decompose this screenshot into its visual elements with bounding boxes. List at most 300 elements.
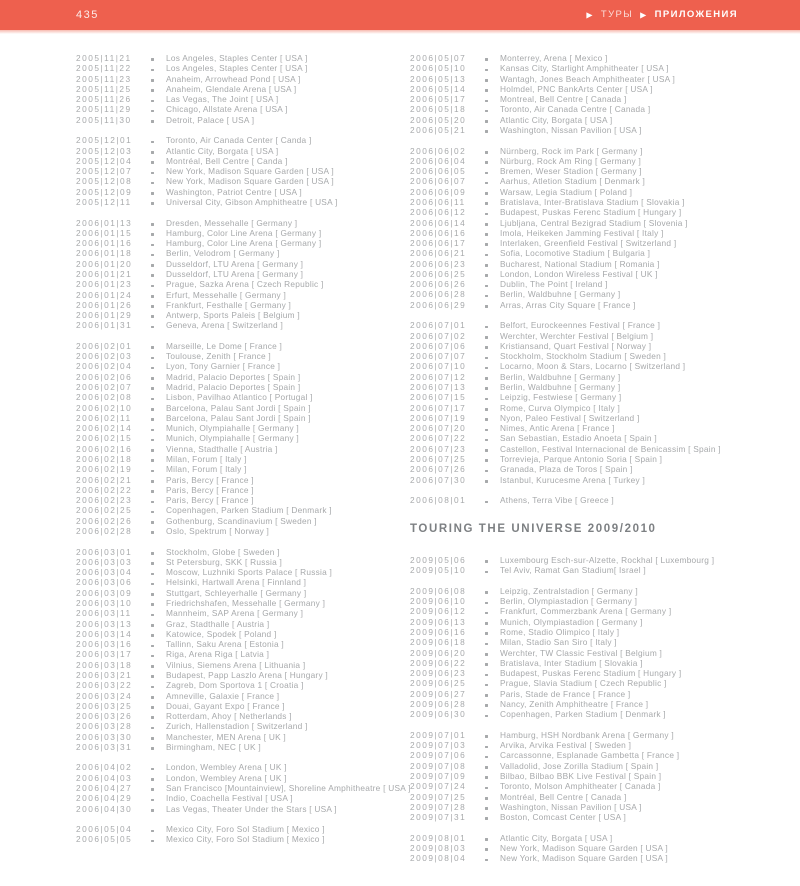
tour-date: 2006|03|17 [76,649,133,660]
bullet-icon [482,776,491,779]
bullet-icon [482,110,491,113]
bullet-icon [148,110,157,113]
tour-venue: Torrevieja, Parque Antonio Soria [ Spain ] [500,454,663,464]
tour-entry [76,742,391,752]
tour-entry [76,413,391,423]
column-right [410,53,770,864]
tour-entry [410,238,770,248]
tour-entry [76,680,391,690]
tour-date: 2006|05|04 [76,824,133,835]
block-gap [76,125,391,135]
tour-entry [410,750,770,760]
bullet-icon [148,552,157,555]
tour-entry [76,259,391,269]
tour-date: 2006|03|03 [76,556,133,567]
tour-entry [410,259,770,269]
tour-date: 2006|07|25 [410,454,467,464]
tour-date: 2006|03|06 [76,577,133,588]
bullet-icon [148,696,157,699]
tour-date: 2006|07|19 [410,412,467,423]
bullet-icon [148,634,157,637]
tour-venue: Frankfurt, Festhalle [ Germany ] [166,299,292,310]
tour-entry [76,74,391,84]
tour-date: 2006|07|23 [410,443,467,454]
tour-date: 2006|02|16 [76,443,133,454]
tour-date: 2009|05|10 [410,565,467,576]
tour-venue: Dresden, Messehalle [ Germany ] [166,217,298,228]
tour-date: 2006|02|07 [76,382,133,393]
block-gap [410,822,770,832]
bullet-icon [148,521,157,524]
bullet-icon [482,735,491,738]
tour-venue: Carcassonne, Esplanade Gambetta [ France ] [500,750,680,761]
bullet-icon [482,233,491,236]
tour-date: 2005|11|21 [76,53,132,63]
bullet-icon [482,285,491,288]
tour-date: 2005|12|07 [76,166,133,177]
tour-venue: Toronto, Molson Amphitheater [ Canada ] [500,781,661,792]
tour-entry [76,84,391,94]
bullet-icon [482,202,491,205]
block-gap [76,207,391,217]
tour-entry [410,771,770,781]
bullet-icon [148,387,157,390]
tour-venue: Geneva, Arena [ Switzerland ] [166,320,284,331]
tour-date: 2006|05|10 [410,63,467,74]
tour-venue: Friedrichshafen, Messehalle [ Germany ] [166,597,326,608]
tour-entry [410,730,770,740]
tour-date: 2006|02|23 [76,495,133,506]
tour-date: 2006|07|20 [410,423,467,434]
tour-venue: Lisbon, Pavilhao Atlantico [ Portugal ] [166,392,313,403]
bullet-icon [148,778,157,781]
bullet-icon [482,838,491,841]
tour-venue: Nancy, Zenith Amphitheatre [ France ] [500,698,649,709]
tour-date: 2006|02|04 [76,361,133,372]
tour-venue: Hamburg, HSH Nordbank Arena [ Germany ] [500,729,674,740]
tour-venue: Belfort, Eurockeennes Festival [ France ] [500,320,661,331]
bullet-icon [148,727,157,730]
tour-entry [410,709,770,719]
tour-date: 2009|08|04 [410,853,467,864]
bullet-icon [148,840,157,843]
tour-entry [76,649,391,659]
tour-entry [76,218,391,228]
tour-entry [76,423,391,433]
tour-date: 2009|06|12 [410,606,467,617]
tour-entry [76,464,391,474]
tour-venue: Moscow, Luzhniki Sports Palace [ Russia ] [166,567,333,578]
bullet-icon [148,665,157,668]
tour-date: 2006|06|16 [410,227,467,238]
tour-entry [410,115,770,125]
tour-date: 2006|07|06 [410,340,467,351]
tour-date: 2006|01|24 [76,289,133,300]
tour-venue: New York, Madison Square Garden [ USA ] [500,853,668,864]
tour-venue: Anaheim, Glendale Arena [ USA ] [166,83,297,94]
bullet-icon [148,470,157,473]
tour-entry [76,660,391,670]
bullet-icon [148,315,157,318]
tour-entry [410,300,770,310]
tour-venue: Interlaken, Greenfield Festival [ Switzerland ] [500,238,677,249]
tour-entry [410,596,770,606]
tour-entry [410,555,770,565]
tour-date: 2005|11|30 [76,114,132,125]
bullet-icon [148,357,157,360]
bullet-icon [148,408,157,411]
tour-date: 2006|03|21 [76,669,133,680]
bullet-icon [482,326,491,329]
top-bar [0,0,800,30]
tour-entry [76,567,391,577]
bullet-icon [482,254,491,257]
tour-date: 2006|03|18 [76,659,133,670]
tour-entry [410,207,770,217]
tour-date: 2006|01|18 [76,248,133,259]
tour-entry [410,248,770,258]
tour-entry [76,372,391,382]
bullet-icon [482,602,491,605]
tour-entry [410,627,770,637]
tour-venue: Bucharest, National Stadium [ Romania ] [500,258,660,269]
tour-entry [76,824,391,834]
tour-entry [76,608,391,618]
tour-venue: New York, Madison Square Garden [ USA ] [166,166,334,177]
bullet-icon [482,223,491,226]
tour-date: 2006|01|15 [76,227,133,238]
tour-venue: Zurich, Hallenstadion [ Switzerland ] [166,721,308,732]
column-left [76,53,411,845]
tour-venue: Mexico City, Foro Sol Stadium [ Mexico ] [166,824,325,835]
tour-entry [76,619,391,629]
tour-venue: Washington, Nissan Pavilion [ USA ] [500,801,642,812]
tour-date: 2006|05|13 [410,73,467,84]
tour-venue: Wantagh, Jones Beach Amphitheater [ USA ] [500,73,676,84]
bullet-icon [148,418,157,421]
tour-date: 2006|07|12 [410,371,467,382]
tour-entry [410,351,770,361]
bullet-icon [148,624,157,627]
bullet-icon [482,120,491,123]
bullet-icon [148,768,157,771]
tour-date: 2006|07|10 [410,361,467,372]
tour-date: 2006|02|22 [76,484,133,495]
tour-venue: Gothenburg, Scandinavium [ Sweden ] [166,515,317,526]
bullet-icon [148,244,157,247]
tour-entry [410,197,770,207]
section-title: TOURING THE UNIVERSE 2009/2010 [410,522,657,535]
tour-venue: Berlin, Velodrom [ Germany ] [166,248,280,259]
bullet-icon [482,398,491,401]
tour-venue: Anaheim, Arrowhead Pond [ USA ] [166,73,301,84]
bullet-icon [148,429,157,432]
tour-venue: London, Wembley Arena [ UK ] [166,762,287,773]
tour-entry [76,187,391,197]
tour-venue: Munich, Olympiahalle [ Germany ] [166,423,299,434]
tour-venue: Prague, Sazka Arena [ Czech Republic ] [166,279,324,290]
tour-date: 2009|07|28 [410,801,467,812]
tour-venue: Bremen, Weser Stadion [ Germany ] [500,166,642,177]
tour-date: 2009|07|09 [410,770,467,781]
tour-entry [76,588,391,598]
tour-venue: Nimes, Antic Arena [ France ] [500,423,615,434]
tour-venue: Copenhagen, Parken Stadium [ Denmark ] [166,505,332,516]
tour-entry [76,156,391,166]
tour-entry [76,300,391,310]
tour-entry [76,793,391,803]
bullet-icon [482,357,491,360]
tour-venue: Amneville, Galaxie [ France ] [166,690,280,701]
tour-date: 2005|12|11 [76,196,132,207]
tour-venue: Leipzig, Zentralstadion [ Germany ] [500,585,638,596]
tour-venue: Warsaw, Legia Stadium [ Poland ] [500,186,633,197]
bullet-icon [482,756,491,759]
tour-date: 2006|03|10 [76,597,133,608]
tour-venue: Nürnberg, Rock im Park [ Germany ] [500,145,643,156]
bullet-icon [482,192,491,195]
tour-entry [410,812,770,822]
tour-entry [410,156,770,166]
tour-date: 2006|05|07 [410,53,467,63]
tour-venue: Los Angeles, Staples Center [ USA ] [166,53,308,63]
tour-date: 2006|03|22 [76,680,133,691]
tour-entry [76,475,391,485]
tour-venue: Granada, Plaza de Toros [ Spain ] [500,464,633,475]
tour-date: 2009|06|22 [410,657,467,668]
tour-venue: Vilnius, Siemens Arena [ Lithuania ] [166,659,306,670]
bullet-icon [482,859,491,862]
tour-entry [410,341,770,351]
tour-venue: Zagreb, Dom Sportova 1 [ Croatia ] [166,680,304,691]
bullet-icon [482,79,491,82]
bullet-icon [148,326,157,329]
tour-venue: Nyon, Paleo Festival [ Switzerland ] [500,412,640,423]
tour-venue: New York, Madison Square Garden [ USA ] [166,176,334,187]
bullet-icon [148,706,157,709]
tour-venue: Rome, Stadio Olimpico [ Italy ] [500,627,620,637]
tour-entry [410,475,770,485]
tour-date: 2006|06|04 [410,155,467,166]
tour-date: 2006|04|03 [76,772,133,783]
tour-date: 2006|04|30 [76,803,133,814]
tour-entry [76,146,391,156]
bullet-icon [482,470,491,473]
tour-venue: Bilbao, Bilbao BBK Live Festival [ Spain ] [500,770,662,781]
tour-entry [410,853,770,863]
tour-entry [410,792,770,802]
tour-entry [76,433,391,443]
tour-date: 2009|07|24 [410,781,467,792]
bullet-icon [482,130,491,133]
tour-entry [410,279,770,289]
tour-venue: Castellon, Festival Internacional de Benicassim [ Spain ] [500,443,721,454]
tour-date: 2009|06|30 [410,709,467,720]
tour-date: 2006|03|16 [76,639,133,650]
tour-venue: Milan, Forum [ Italy ] [166,454,247,465]
tour-date: 2006|08|01 [410,495,467,506]
tour-venue: London, London Wireless Festival [ UK ] [500,268,658,279]
bullet-icon [148,686,157,689]
tour-date: 2009|08|01 [410,832,467,843]
tour-date: 2006|06|23 [410,258,467,269]
tour-date: 2006|06|02 [410,145,467,156]
tour-entry [76,238,391,248]
tour-entry [76,444,391,454]
tour-entry [410,176,770,186]
bullet-icon [482,694,491,697]
tour-date: 2006|05|20 [410,114,467,125]
tour-date: 2006|06|05 [410,166,467,177]
tour-venue: Munich, Olympiahalle [ Germany ] [166,433,299,444]
tour-entry [410,606,770,616]
tour-venue: Marseille, Le Dome [ France ] [166,340,283,351]
bullet-icon [148,716,157,719]
tour-entry [410,63,770,73]
bullet-icon [148,305,157,308]
tour-date: 2009|06|13 [410,616,467,627]
tour-date: 2006|04|02 [76,762,133,773]
bullet-icon [482,346,491,349]
tour-venue: Frankfurt, Commerzbank Arena [ Germany ] [500,606,672,617]
tour-entry [410,53,770,63]
block-gap [410,135,770,145]
tour-date: 2005|11|29 [76,104,132,115]
bullet-icon [148,562,157,565]
bullet-icon [482,766,491,769]
bullet-icon [148,151,157,154]
bullet-icon [482,715,491,718]
tour-entry [410,658,770,668]
tour-entry [76,279,391,289]
tour-date: 2006|03|13 [76,618,133,629]
tour-date: 2006|07|01 [410,320,467,331]
bullet-icon [148,295,157,298]
tour-venue: Imola, Heikeken Jamming Festival [ Italy ] [500,227,664,238]
tour-venue: Milan, Forum [ Italy ] [166,464,247,475]
tour-venue: Istanbul, Kurucesme Arena [ Turkey ] [500,474,646,485]
tour-venue: Monterrey, Arena [ Mexico ] [500,53,608,63]
tour-date: 2006|07|26 [410,464,467,475]
bullet-icon [482,243,491,246]
tour-entry [76,762,391,772]
bullet-icon [148,223,157,226]
tour-venue: Riga, Arena Riga [ Latvia ] [166,649,270,660]
bullet-icon [482,571,491,574]
tour-date: 2006|02|19 [76,464,133,475]
tour-date: 2006|06|26 [410,279,467,290]
tour-entry [76,834,391,844]
tour-entry [410,94,770,104]
tour-venue: Dusseldorf, LTU Arena [ Germany ] [166,258,304,269]
tour-entry [76,269,391,279]
tour-venue: Universal City, Gibson Amphitheatre [ USA ] [166,196,338,207]
block-gap [76,536,391,546]
tour-venue: Luxembourg Esch-sur-Alzette, Rockhal [ Luxembourg ] [500,555,715,566]
bullet-icon [482,264,491,267]
tour-entry [410,802,770,812]
tour-entry [76,248,391,258]
tour-entry [410,423,770,433]
bullet-icon [148,501,157,504]
tour-venue: Paris, Bercy [ France ] [166,495,254,506]
tour-venue: Budapest, Puskas Ferenc Stadium [ Hungary ] [500,668,682,679]
bullet-icon [482,704,491,707]
tour-entry [410,331,770,341]
tour-date: 2006|06|25 [410,268,467,279]
tour-entry [76,557,391,567]
tour-venue: Madrid, Palacio Deportes [ Spain ] [166,382,301,393]
tour-venue: Barcelona, Palau Sant Jordi [ Spain ] [166,412,311,423]
tour-date: 2006|07|07 [410,351,467,362]
tour-entry [76,403,391,413]
tour-entry [76,104,391,114]
tour-date: 2005|12|01 [76,135,133,146]
bullet-icon [148,675,157,678]
tour-entry [410,320,770,330]
tour-entry [410,146,770,156]
tour-date: 2006|07|22 [410,433,467,444]
tour-entry [76,382,391,392]
tour-date: 2005|12|08 [76,176,133,187]
tour-date: 2006|01|20 [76,258,133,269]
tour-venue: Locarno, Moon & Stars, Locarno [ Switzerland ] [500,361,686,372]
tour-entry [410,403,770,413]
bullet-icon [148,614,157,617]
bullet-icon [482,480,491,483]
tour-venue: Erfurt, Messehalle [ Germany ] [166,289,287,300]
tour-venue: Dublin, The Point [ Ireland ] [500,279,608,290]
tour-venue: Tel Aviv, Ramat Gan Stadium[ Israel ] [500,565,646,576]
tour-date: 2006|03|11 [76,608,132,619]
bullet-icon [482,151,491,154]
tour-date: 2009|06|28 [410,698,467,709]
tour-date: 2006|03|01 [76,546,133,557]
tour-entry [76,176,391,186]
tour-venue: Toulouse, Zenith [ France ] [166,351,271,362]
bullet-icon [148,655,157,658]
block-gap [410,310,770,320]
tour-venue: Washington, Nissan Pavilion [ USA ] [500,124,642,135]
bullet-icon [148,69,157,72]
tour-entry [76,228,391,238]
tour-entry [410,699,770,709]
bullet-icon [482,408,491,411]
tour-entry [410,125,770,135]
bullet-icon [482,295,491,298]
tour-date: 2009|08|03 [410,842,467,853]
tour-entry [410,843,770,853]
bullet-icon [148,274,157,277]
bullet-icon [482,501,491,504]
tour-entry [76,320,391,330]
tour-date: 2009|07|31 [410,812,467,823]
bullet-icon [148,377,157,380]
tour-entry [410,372,770,382]
tour-entry [410,740,770,750]
tour-date: 2006|06|07 [410,176,467,187]
block-gap [76,814,391,824]
tour-date: 2005|11|26 [76,94,132,105]
tour-date: 2006|02|18 [76,454,133,465]
tour-entry [76,485,391,495]
bullet-icon [482,817,491,820]
tour-venue: Graz, Stadthalle [ Austria ] [166,618,270,629]
tour-venue: Bratislava, Inter Stadium [ Slovakia ] [500,657,643,668]
bullet-icon [148,583,157,586]
tour-venue: Werchter, Werchter Festival [ Belgium ] [500,330,654,341]
bullet-icon [148,459,157,462]
